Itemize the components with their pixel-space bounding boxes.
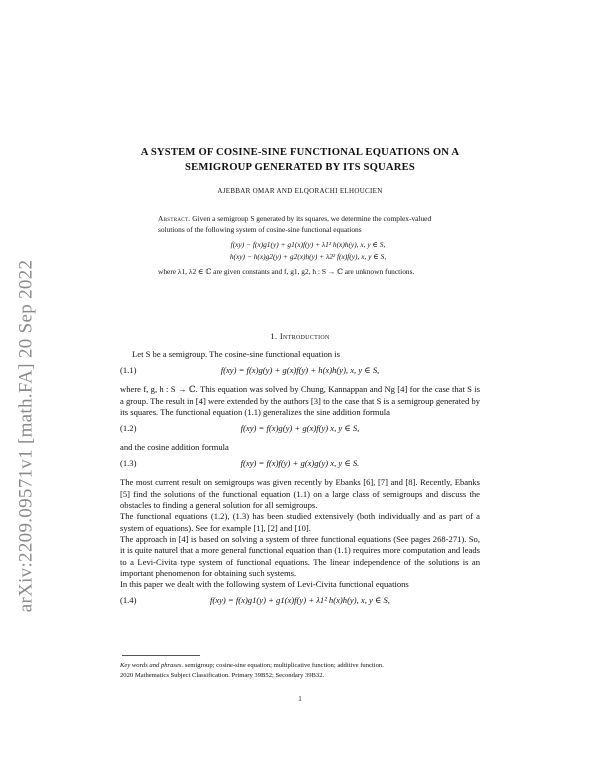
paragraph-5: The functional equations (1.2), (1.3) has been studied extensively (both individually and as part of a system of equations). See for example [1], [2] and [10]. [120,511,480,533]
paragraph-4: The most current result on semigroups was given recently by Ebanks [6], [7] and [8]. Recently, Ebanks [5] find the solutions of the functional equation (1.1) on a large class of semigroups and discuss the obstacles to finding a general solution for all semigroups. [120,477,480,511]
equation-text: f(xy) = f(x)f(y) + g(x)g(y) x, y ∈ S. [240,458,360,469]
equation-1-4 [120,595,480,609]
msc-classification: 2020 Mathematics Subject Classification. Primary 39B52; Secondary 39B32. [120,671,325,679]
equation-number: (1.1) [120,365,137,376]
equation-number: (1.3) [120,458,137,469]
body-text [120,349,480,614]
abstract-equation-1: f(xy) − f(x)g1(y) + g1(x)f(y) + λ1² h(x)h(y), x, y ∈ S, [230,240,386,250]
page-number: 1 [298,695,302,703]
abstract-label: Abstract. [158,214,191,223]
paragraph-7: In this paper we dealt with the following system of Levi-Civita functional equations [120,579,409,590]
paragraph-1: Let S be a semigroup. The cosine-sine functional equation is [132,349,340,359]
equation-number: (1.2) [120,423,137,434]
keywords-text: semigroup; cosine-sine equation; multiplicative function; additive function. [184,662,384,669]
paragraph-3: and the cosine addition formula [120,442,229,453]
footnote-rule [122,655,200,656]
arxiv-identifier-stamp [6,176,46,696]
paragraph-2: where f, g, h : S → ℂ. This equation was solved by Chung, Kannappan and Ng [4] for the case that S is a group. The result in [4] were extended by the authors [3] to the case that S is a semigroup generated by its squares. The functional equation (1.1) generalizes the sine addition formula [120,384,480,417]
title-line-1: A SYSTEM OF COSINE-SINE FUNCTIONAL EQUATIONS ON A [140,147,460,158]
equation-1-2 [120,423,480,437]
arxiv-id-text: arXiv:2209.09571v1 [math.FA] 20 Sep 2022 [15,259,36,613]
paragraph-6: The approach in [4] is based on solving a system of three functional equations (See pages 268-271). So, it is quite naturel that a more general functional equation than (1.1) requires more computation and leads to a Levi-Civita type system of functional equations. The linear independence of the solutions is an important phenomenon for obtaining such systems. [120,533,480,578]
equation-text: f(xy) = f(x)g(y) + g(x)f(y) + h(x)h(y), x, y ∈ S, [220,365,380,376]
paper-authors: AJEBBAR OMAR AND ELQORACHI ELHOUCIEN [217,187,383,195]
abstract-equation-2: h(xy) − h(x)g2(y) + g2(x)h(y) + λ2² f(x)f(y), x, y ∈ S, [229,252,387,262]
abstract-equations [158,239,458,263]
abstract [158,214,458,278]
equation-text: f(xy) = f(x)g1(y) + g1(x)f(y) + λ1² h(x)h(y), x, y ∈ S, [210,595,390,606]
equation-1-3 [120,458,480,472]
equation-text: f(xy) = f(x)g(y) + g(x)f(y) x, y ∈ S, [240,423,360,434]
equation-1-1 [120,365,480,379]
paper-title [120,145,480,175]
footnotes [120,661,480,680]
equation-number: (1.4) [120,595,137,606]
abstract-closing: where λ1, λ2 ∈ ℂ are given constants and f, g1, g2, h : S → ℂ are unknown functions. [158,267,415,277]
title-line-2: SEMIGROUP GENERATED BY ITS SQUARES [185,162,415,173]
section-heading-introduction: 1. Introduction [270,331,330,341]
abstract-text: Given a semigroup S generated by its squares, we determine the complex-valued solutions of the following system of cosine-sine functional equations [158,214,432,234]
keywords-label: Key words and phrases. [120,662,184,669]
